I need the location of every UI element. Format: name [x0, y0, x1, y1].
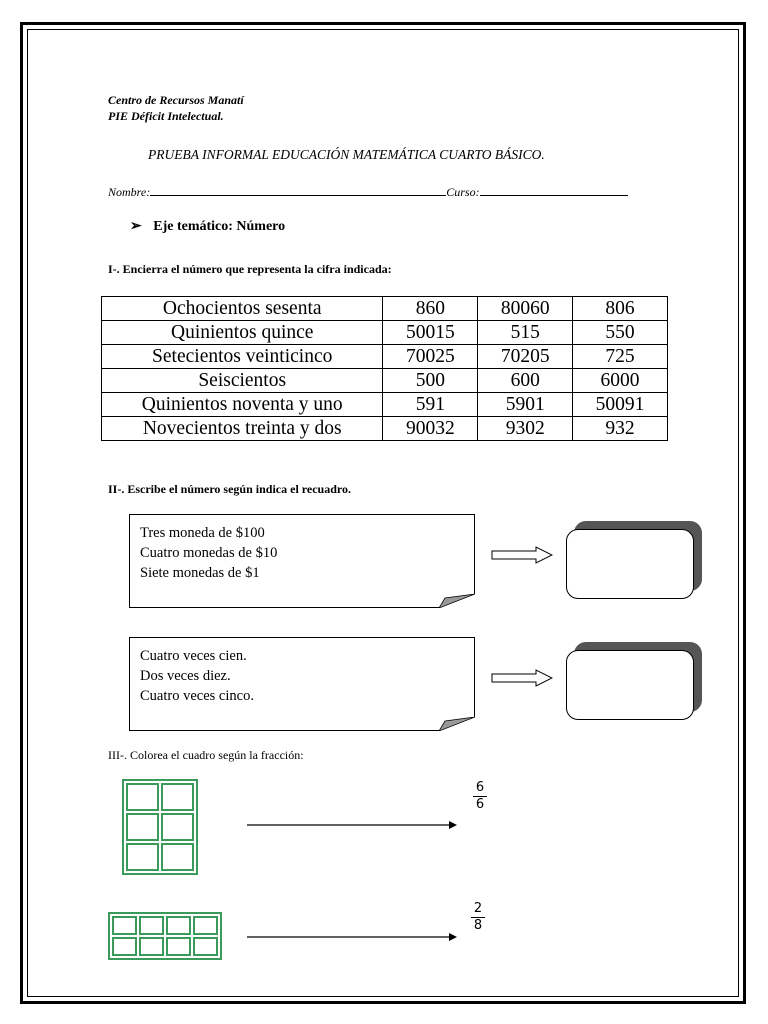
fraction-2-8: 2 8 [471, 902, 485, 933]
eje-heading [130, 218, 285, 235]
name-label: Nombre: [108, 185, 151, 199]
fraction-grid-4x2 [108, 912, 222, 960]
answer-box-2[interactable] [566, 650, 694, 720]
bullet-arrow-icon: ➢ [130, 219, 142, 234]
number-words-cell: Novecientos treinta y dos [102, 417, 383, 441]
number-words-cell: Quinientos quince [102, 321, 383, 345]
table-row [102, 393, 668, 417]
eje-label: Eje temático: Número [153, 219, 286, 234]
number-option-cell[interactable]: 9302 [478, 417, 573, 441]
number-option-cell[interactable]: 80060 [478, 297, 573, 321]
coin-description-box-1 [129, 514, 475, 608]
grid-cell[interactable] [161, 843, 194, 871]
number-option-cell[interactable]: 550 [573, 321, 668, 345]
course-label: Curso: [446, 185, 480, 199]
number-option-cell[interactable]: 50015 [383, 321, 478, 345]
number-option-cell[interactable]: 500 [383, 369, 478, 393]
header-block [108, 92, 244, 124]
number-option-cell[interactable]: 725 [573, 345, 668, 369]
grid-cell[interactable] [193, 937, 218, 956]
grid-cell[interactable] [139, 937, 164, 956]
grid-cell[interactable] [166, 916, 191, 935]
fraction-grid-2x3 [122, 779, 198, 875]
grid-cell[interactable] [161, 813, 194, 841]
number-words-cell: Setecientos veinticinco [102, 345, 383, 369]
box-2-text: Cuatro veces cien. Dos veces diez. Cuatro veces cinco. [140, 648, 254, 704]
grid-cell[interactable] [126, 843, 159, 871]
table-row [102, 417, 668, 441]
name-field[interactable] [150, 183, 446, 196]
hollow-arrow-icon [491, 669, 553, 687]
table-row [102, 297, 668, 321]
grid-cell[interactable] [139, 916, 164, 935]
grid-cell[interactable] [112, 916, 137, 935]
number-option-cell[interactable]: 591 [383, 393, 478, 417]
number-words-cell: Ochocientos sesenta [102, 297, 383, 321]
page-curl-icon [439, 594, 475, 608]
hollow-arrow-icon [491, 546, 553, 564]
grid-cell[interactable] [112, 937, 137, 956]
fraction-6-6: 6 6 [473, 781, 487, 812]
section-1-instruction: I-. Encierra el número que representa la cifra indicada: [108, 262, 392, 276]
page-curl-icon [439, 717, 475, 731]
number-option-cell[interactable]: 70025 [383, 345, 478, 369]
number-choice-table [101, 296, 668, 441]
answer-box-1[interactable] [566, 529, 694, 599]
number-option-cell[interactable]: 600 [478, 369, 573, 393]
arrow-right-icon [247, 820, 457, 830]
number-option-cell[interactable]: 932 [573, 417, 668, 441]
arrow-right-icon [247, 932, 457, 942]
section-2-instruction: II-. Escribe el número según indica el recuadro. [108, 482, 351, 496]
number-option-cell[interactable]: 50091 [573, 393, 668, 417]
coin-description-box-2 [129, 637, 475, 731]
page-title: PRUEBA INFORMAL EDUCACIÓN MATEMÁTICA CUARTO BÁSICO. [148, 147, 545, 162]
number-option-cell[interactable]: 515 [478, 321, 573, 345]
section-3-instruction: III-. Colorea el cuadro según la fracción: [108, 748, 304, 762]
table-row [102, 321, 668, 345]
table-row [102, 369, 668, 393]
header-line-1: Centro de Recursos Manatí [108, 93, 244, 107]
grid-cell[interactable] [166, 937, 191, 956]
course-field[interactable] [480, 183, 628, 196]
grid-cell[interactable] [126, 783, 159, 811]
box-1-text: Tres moneda de $100 Cuatro monedas de $10 Siete monedas de $1 [140, 525, 278, 581]
header-line-2: PIE Déficit Intelectual. [108, 109, 224, 123]
table-row [102, 345, 668, 369]
number-option-cell[interactable]: 5901 [478, 393, 573, 417]
number-option-cell[interactable]: 806 [573, 297, 668, 321]
grid-cell[interactable] [126, 813, 159, 841]
number-option-cell[interactable]: 860 [383, 297, 478, 321]
number-words-cell: Seiscientos [102, 369, 383, 393]
number-words-cell: Quinientos noventa y uno [102, 393, 383, 417]
grid-cell[interactable] [161, 783, 194, 811]
number-option-cell[interactable]: 70205 [478, 345, 573, 369]
grid-cell[interactable] [193, 916, 218, 935]
number-option-cell[interactable]: 90032 [383, 417, 478, 441]
number-option-cell[interactable]: 6000 [573, 369, 668, 393]
name-course-row [108, 183, 628, 200]
